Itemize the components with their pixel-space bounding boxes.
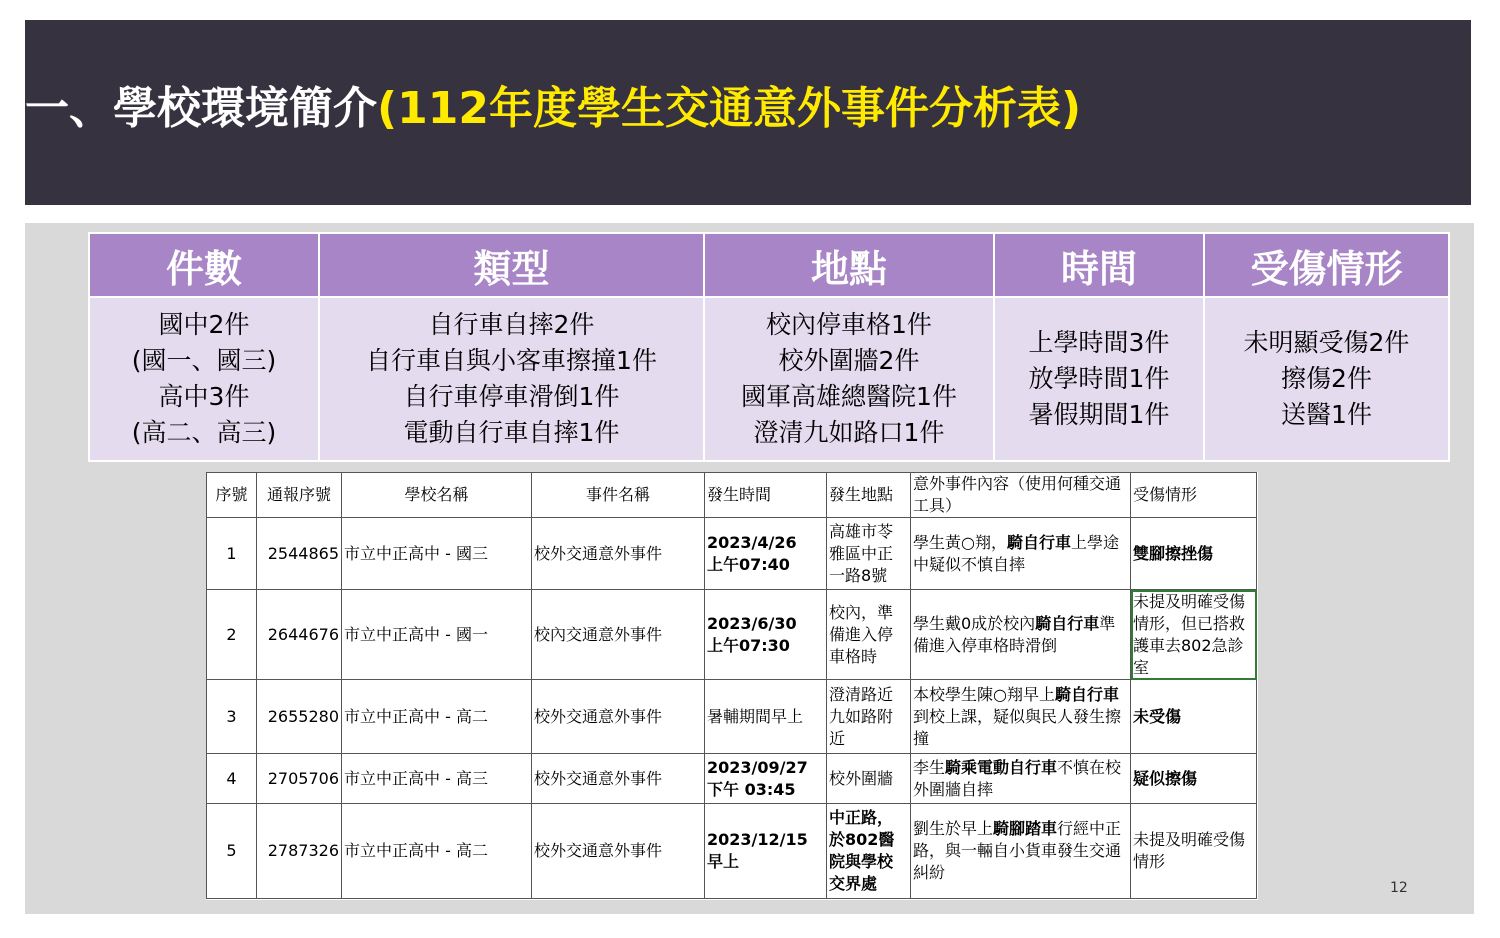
row-injury: 未受傷 (1131, 680, 1257, 754)
detail-table (206, 472, 1257, 899)
detail-spreadsheet (206, 472, 1258, 900)
summary-cell-location: 校內停車格1件 校外圍牆2件 國軍高雄總醫院1件 澄清九如路口1件 (704, 297, 994, 461)
row-time: 2023/4/26 上午07:40 (705, 518, 827, 590)
row-place: 高雄市苓雅區中正一路8號 (827, 518, 911, 590)
row-no: 3 (207, 680, 257, 754)
table-row (207, 518, 1257, 590)
row-content-post: 準備進入停車格時滑倒 (913, 613, 1116, 655)
detail-header-place: 發生地點 (827, 473, 911, 518)
row-place: 中正路，於802醫院與學校交界處 (827, 804, 911, 899)
row-place: 校外圍牆 (827, 754, 911, 804)
row-content-pre: 劉生於早上 (913, 819, 994, 838)
summary-header-row (89, 233, 1449, 297)
row-time: 2023/12/15 早上 (705, 804, 827, 899)
summary-cell-injury: 未明顯受傷2件 擦傷2件 送醫1件 (1204, 297, 1449, 461)
row-content-pre: 學生戴0成於校內 (913, 613, 1036, 633)
row-time: 2023/6/30 上午07:30 (705, 590, 827, 680)
detail-header-event: 事件名稱 (532, 473, 705, 518)
row-no: 5 (207, 804, 257, 899)
detail-header-time: 發生時間 (705, 473, 827, 518)
row-report: 2787326 (257, 804, 342, 899)
detail-header-row (207, 473, 1257, 518)
detail-header-injury: 受傷情形 (1131, 473, 1257, 518)
summary-cell-type: 自行車自摔2件 自行車自與小客車擦撞1件 自行車停車滑倒1件 電動自行車自摔1件 (319, 297, 704, 461)
row-injury: 雙腳擦挫傷 (1131, 518, 1257, 590)
row-content-post: 上學途中疑似不慎自摔 (913, 532, 1119, 574)
table-row (207, 804, 1257, 899)
row-content-pre: 李生 (913, 757, 946, 777)
detail-header-no: 序號 (207, 473, 257, 518)
summary-body-row (89, 297, 1449, 461)
summary-cell-count: 國中2件 (國一、國三) 高中3件 (高二、高三) (89, 297, 319, 461)
table-row (207, 754, 1257, 804)
row-content-post: 到校上課，疑似與民人發生擦撞 (913, 706, 1122, 748)
row-report: 2644676 (257, 590, 342, 680)
row-report: 2655280 (257, 680, 342, 754)
row-content (911, 754, 1131, 804)
row-no: 2 (207, 590, 257, 680)
detail-header-school: 學校名稱 (342, 473, 532, 518)
row-school: 市立中正高中 - 國一 (342, 590, 532, 680)
summary-header-injury: 受傷情形 (1204, 233, 1449, 297)
row-time: 暑輔期間早上 (705, 680, 827, 754)
row-event: 校外交通意外事件 (532, 518, 705, 590)
row-event: 校外交通意外事件 (532, 680, 705, 754)
row-content-pre: 學生黃○翔， (913, 532, 1007, 552)
table-row (207, 590, 1257, 680)
page-number: 12 (1390, 880, 1408, 896)
summary-header-location: 地點 (704, 233, 994, 297)
row-no: 4 (207, 754, 257, 804)
row-content-pre: 本校學生陳○翔早上 (913, 684, 1055, 704)
row-content-post: 不慎在校外圍牆自摔 (913, 757, 1122, 799)
slide-title-sub: (112年度學生交通意外事件分析表) (377, 83, 1082, 134)
row-content-post: 行經中正路，與一輛自小貨車發生交通糾紛 (913, 819, 1122, 882)
row-content-vehicle: 騎乘電動自行車 (945, 757, 1058, 777)
detail-header-content: 意外事件內容（使用何種交通工具） (911, 473, 1131, 518)
summary-header-count: 件數 (89, 233, 319, 297)
row-content-vehicle: 騎自行車 (1054, 684, 1119, 704)
summary-table (88, 232, 1450, 462)
row-content (911, 680, 1131, 754)
row-time: 2023/09/27 下午 03:45 (705, 754, 827, 804)
row-event: 校內交通意外事件 (532, 590, 705, 680)
summary-header-time: 時間 (994, 233, 1204, 297)
row-injury-selected-cell[interactable]: 未提及明確受傷情形，但已搭救護車去802急診室 (1131, 590, 1257, 680)
row-event: 校外交通意外事件 (532, 804, 705, 899)
row-content-vehicle: 騎自行車 (1006, 532, 1071, 552)
row-content-vehicle: 騎腳踏車 (993, 819, 1058, 838)
row-content-vehicle: 騎自行車 (1035, 613, 1100, 633)
row-school: 市立中正高中 - 高二 (342, 680, 532, 754)
detail-header-report: 通報序號 (257, 473, 342, 518)
row-content (911, 518, 1131, 590)
row-report: 2705706 (257, 754, 342, 804)
row-event: 校外交通意外事件 (532, 754, 705, 804)
summary-cell-time: 上學時間3件 放學時間1件 暑假期間1件 (994, 297, 1204, 461)
row-injury: 疑似擦傷 (1131, 754, 1257, 804)
row-report: 2544865 (257, 518, 342, 590)
row-place: 澄清路近九如路附近 (827, 680, 911, 754)
row-content (911, 590, 1131, 680)
table-row (207, 680, 1257, 754)
summary-header-type: 類型 (319, 233, 704, 297)
slide-title (25, 72, 1081, 136)
row-injury: 未提及明確受傷情形 (1131, 804, 1257, 899)
slide-title-main: 一、學校環境簡介 (25, 83, 377, 134)
row-content (911, 804, 1131, 899)
row-place: 校內，準備進入停車格時 (827, 590, 911, 680)
row-no: 1 (207, 518, 257, 590)
row-school: 市立中正高中 - 國三 (342, 518, 532, 590)
row-school: 市立中正高中 - 高二 (342, 804, 532, 899)
row-school: 市立中正高中 - 高三 (342, 754, 532, 804)
